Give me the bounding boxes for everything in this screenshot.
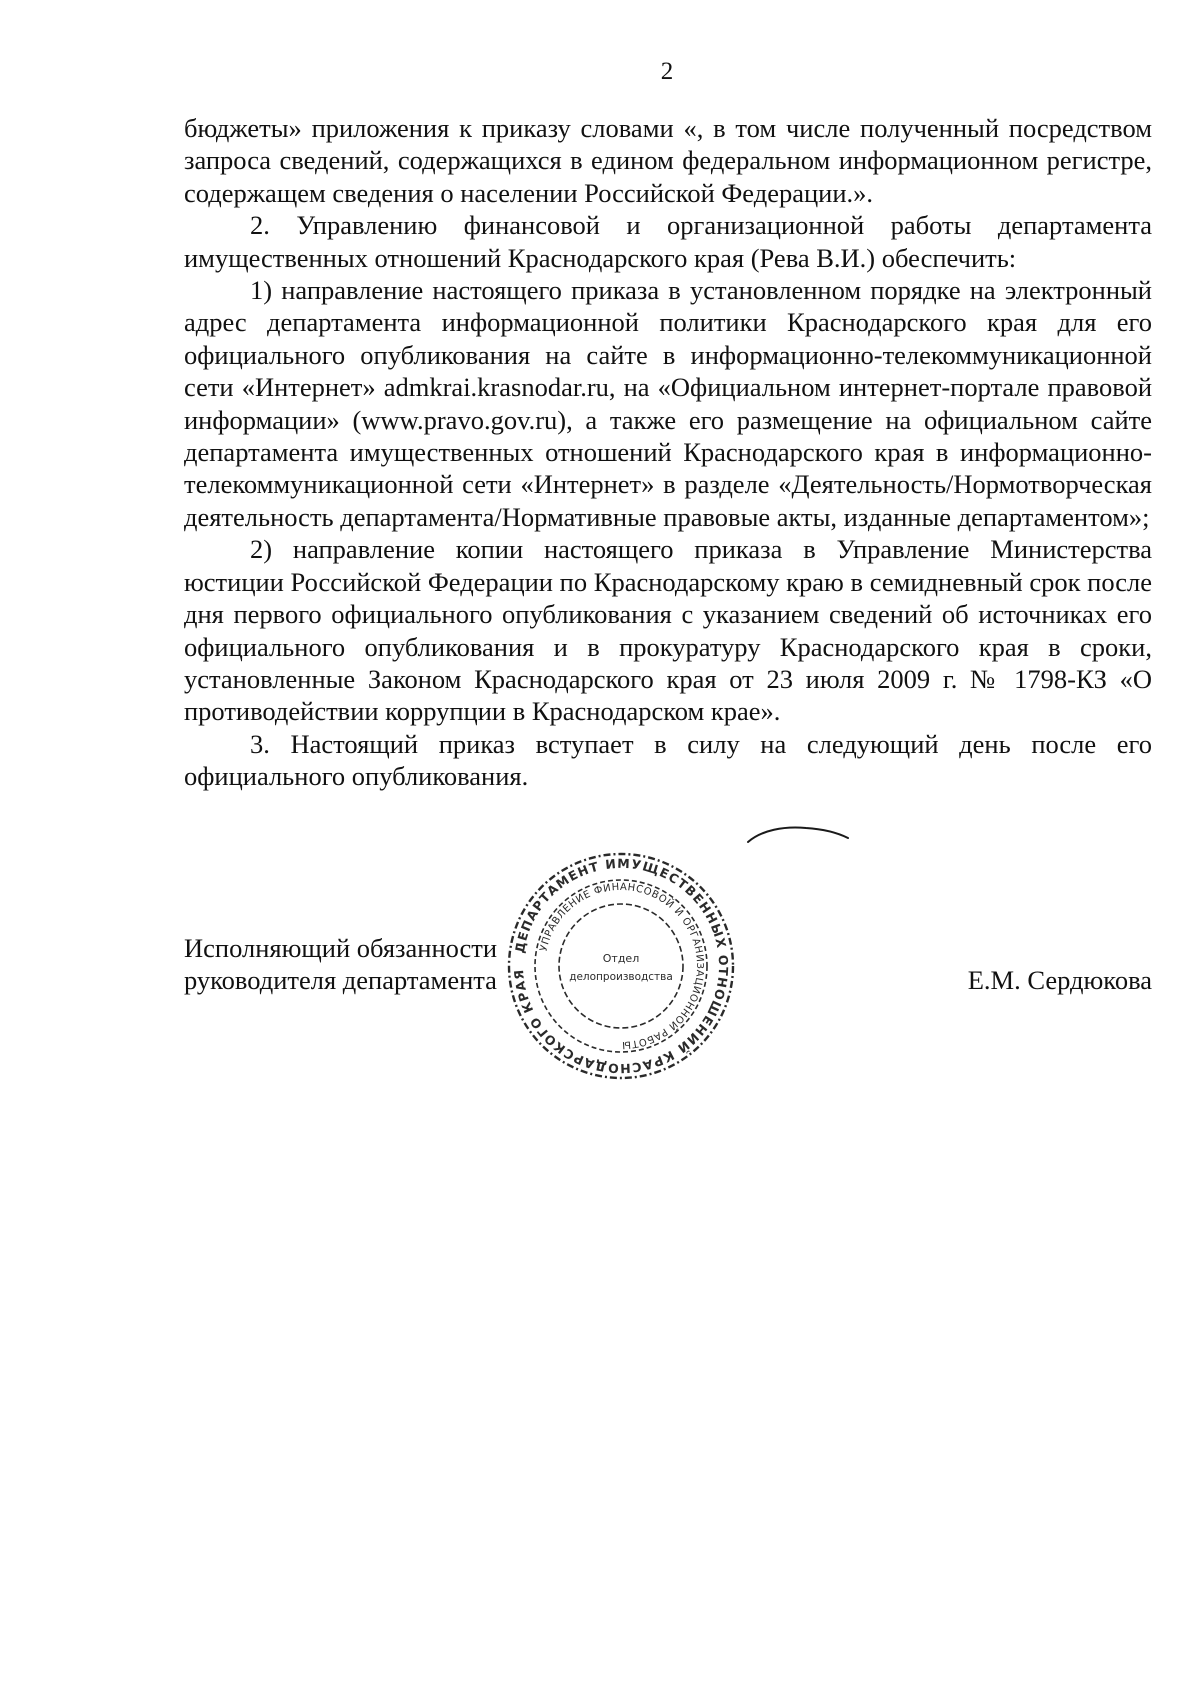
stamp-center-line-2: делопроизводства [569,971,673,983]
signer-title-line-1: Исполняющий обязанности [184,933,498,963]
handwritten-mark-icon [744,818,854,848]
signer-title-line-2: руководителя департамента [184,965,497,996]
document-body [184,112,1152,793]
page-number: 2 [660,58,674,85]
paragraph-subitem-2: 2) направление копии настоящего приказа в Управление Министерства юстиции Российской Федерации по Краснодарскому краю в семидневный срок после дня первого официального опубликования с указанием сведений об источниках его официального опубликования и в прокуратуру Краснодарского края в сроки, установленные Законом Краснодарского края от 23 июля 2009 г. № 1798-КЗ «О противодействии коррупции в Краснодарском крае». [184,534,1152,727]
stamp-inner-text: УПРАВЛЕНИЕ ФИНАНСОВОЙ И ОРГАНИЗАЦИОННОЙ РАБОТЫ [538,881,706,1051]
stamp-outer-text: ДЕПАРТАМЕНТ ИМУЩЕСТВЕННЫХ ОТНОШЕНИЙ КРАСНОДАРСКОГО КРАЯ [510,855,732,1077]
svg-text:УПРАВЛЕНИЕ ФИНАНСОВОЙ И ОРГАНИ [538,882,705,1050]
paragraph-item-2: 2. Управлению финансовой и организационной работы департамента имущественных отношений Краснодарского края (Рева В.И.) обеспечить: [184,210,1152,273]
paragraph-item-3: 3. Настоящий приказ вступает в силу на следующий день после его официального опубликования. [184,728,1152,792]
signer-title [184,932,544,997]
stamp-center-line-1: Отдел [602,952,640,965]
paragraph-subitem-1: 1) направление настоящего приказа в установленном порядке на электронный адрес департамента информационной политики Краснодарского края для его официального опубликования на сайте в информационно-телекоммуникационной сети «Интернет» admkrai.krasnodar.ru, на «Официальном интернет-портале правовой информации» (www.pravo.gov.ru), а также его размещение на официальном сайте департамента имущественных отношений Краснодарского края в информационно-телекоммуникационной сети «Интернет» в разделе «Деятельность/Нормотворческая деятельность департамента/Нормативные правовые акты, изданные департаментом»; [184,275,1152,532]
official-seal-icon [505,850,737,1082]
signer-name: Е.М. Сердюкова [967,965,1152,995]
paragraph-continuation: бюджеты» приложения к приказу словами «, в том числе полученный посредством запроса сведений, содержащихся в едином федеральном информационном регистре, содержащем сведения о населении Российской Федерации.». [184,113,1152,208]
